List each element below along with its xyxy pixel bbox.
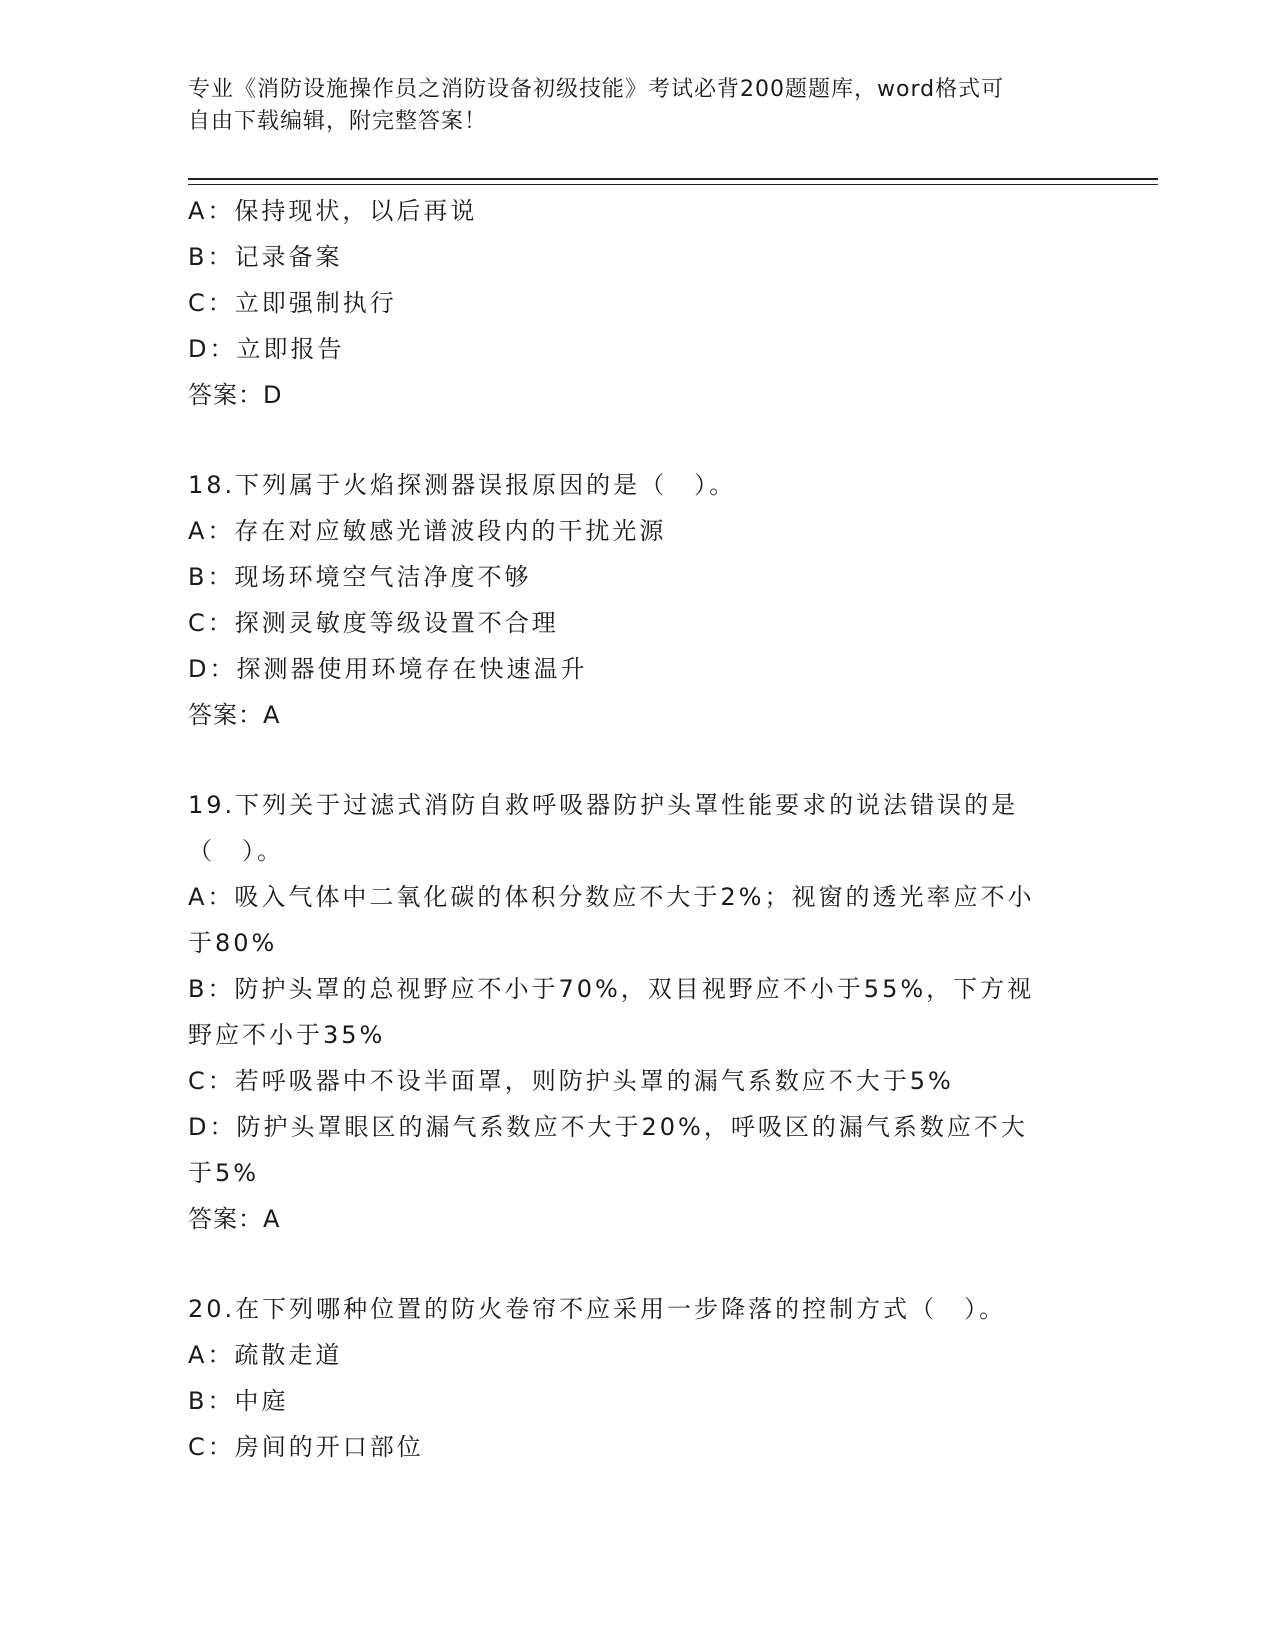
question-19: [188, 782, 1088, 1242]
question-20-option-c: C：房间的开口部位: [188, 1433, 424, 1461]
spacer: [188, 738, 1088, 782]
question-17: [188, 188, 1088, 418]
question-19-option-d-line-2: 于5%: [188, 1159, 260, 1187]
question-19-option-b-line-1: B：防护头罩的总视野应不小于70%，双目视野应不小于55%，下方视: [188, 975, 1035, 1003]
question-19-stem-line-1: 19.下列关于过滤式消防自救呼吸器防护头罩性能要求的说法错误的是: [188, 791, 1019, 819]
question-19-option-b-line-2: 野应不小于35%: [188, 1021, 386, 1049]
question-18-answer: 答案：A: [188, 701, 281, 729]
question-18: [188, 462, 1088, 738]
question-18-option-d: D：探测器使用环境存在快速温升: [188, 655, 588, 683]
question-17-option-a: A：保持现状，以后再说: [188, 197, 478, 225]
question-19-stem-line-2: （ ）。: [188, 837, 284, 865]
question-20: [188, 1286, 1088, 1470]
question-19-option-a-line-2: 于80%: [188, 929, 278, 957]
spacer: [188, 418, 1088, 462]
question-20-stem: 20.在下列哪种位置的防火卷帘不应采用一步降落的控制方式（ ）。: [188, 1295, 1007, 1323]
question-18-stem: 18.下列属于火焰探测器误报原因的是（ ）。: [188, 471, 737, 499]
question-18-option-a: A：存在对应敏感光谱波段内的干扰光源: [188, 517, 667, 545]
question-20-option-b: B：中庭: [188, 1387, 289, 1415]
header-divider-thin: [188, 184, 1158, 185]
header-divider-thick: [188, 178, 1158, 180]
header-line-2: 自由下载编辑，附完整答案！: [188, 109, 488, 134]
question-17-option-c: C：立即强制执行: [188, 289, 397, 317]
question-18-option-b: B：现场环境空气洁净度不够: [188, 563, 532, 591]
question-19-option-a-line-1: A：吸入气体中二氧化碳的体积分数应不大于2%；视窗的透光率应不小: [188, 883, 1035, 911]
header-line-1: 专业《消防设施操作员之消防设备初级技能》考试必背200题题库，word格式可: [188, 77, 1005, 102]
question-17-answer: 答案：D: [188, 381, 283, 409]
question-20-option-a: A：疏散走道: [188, 1341, 343, 1369]
question-17-option-b: B：记录备案: [188, 243, 343, 271]
document-header: [188, 74, 1088, 138]
document-body: [188, 188, 1088, 1470]
question-18-option-c: C：探测灵敏度等级设置不合理: [188, 609, 559, 637]
question-19-option-d-line-1: D：防护头罩眼区的漏气系数应不大于20%，呼吸区的漏气系数应不大: [188, 1113, 1028, 1141]
question-19-option-c: C：若呼吸器中不设半面罩，则防护头罩的漏气系数应不大于5%: [188, 1067, 954, 1095]
question-17-option-d: D：立即报告: [188, 335, 345, 363]
question-19-answer: 答案：A: [188, 1205, 281, 1233]
spacer: [188, 1242, 1088, 1286]
